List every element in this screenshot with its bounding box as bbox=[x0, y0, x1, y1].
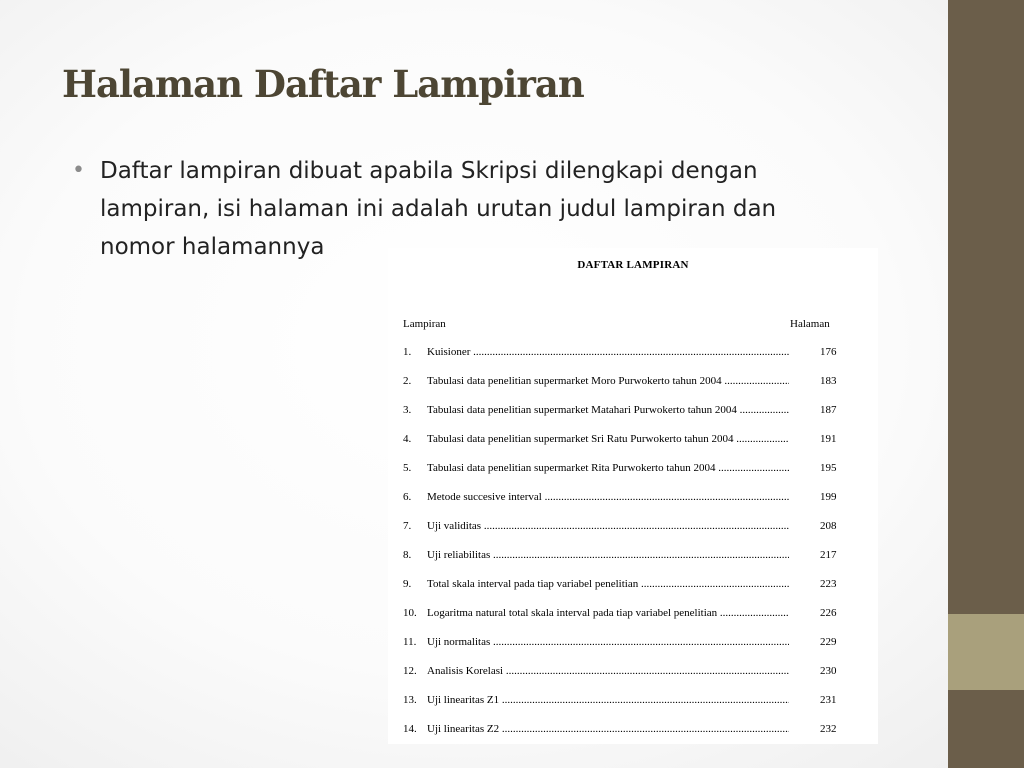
appendix-number: 4. bbox=[403, 433, 412, 445]
appendix-row bbox=[388, 520, 878, 534]
appendix-number: 5. bbox=[403, 462, 412, 474]
appendix-page: 232 bbox=[820, 723, 837, 735]
bullet-dot-icon: • bbox=[72, 158, 85, 183]
appendix-row bbox=[388, 462, 878, 476]
appendix-label: Tabulasi data penelitian supermarket Matahari Purwokerto tahun 2004 ..... bbox=[427, 404, 789, 416]
appendix-label: Tabulasi data penelitian supermarket Moro Purwokerto tahun 2004 ..... bbox=[427, 375, 789, 387]
appendix-document-image bbox=[388, 248, 878, 744]
appendix-number: 13. bbox=[403, 694, 417, 706]
appendix-label: Uji normalitas ..... bbox=[427, 636, 789, 648]
appendix-row bbox=[388, 607, 878, 621]
appendix-row bbox=[388, 665, 878, 679]
appendix-number: 2. bbox=[403, 375, 412, 387]
appendix-row bbox=[388, 404, 878, 418]
appendix-number: 11. bbox=[403, 636, 417, 648]
appendix-number: 9. bbox=[403, 578, 412, 590]
appendix-page: 226 bbox=[820, 607, 837, 619]
appendix-row bbox=[388, 346, 878, 360]
appendix-page: 229 bbox=[820, 636, 837, 648]
appendix-list bbox=[388, 248, 878, 744]
appendix-page: 217 bbox=[820, 549, 837, 561]
appendix-row bbox=[388, 636, 878, 650]
appendix-page: 208 bbox=[820, 520, 837, 532]
appendix-row bbox=[388, 491, 878, 505]
sidebar-accent-block bbox=[948, 614, 1024, 690]
appendix-label: Metode succesive interval ..... bbox=[427, 491, 789, 503]
appendix-page: 223 bbox=[820, 578, 837, 590]
appendix-row bbox=[388, 433, 878, 447]
appendix-page: 199 bbox=[820, 491, 837, 503]
appendix-number: 14. bbox=[403, 723, 417, 735]
appendix-label: Uji validitas ..... bbox=[427, 520, 789, 532]
appendix-label: Kuisioner ..... bbox=[427, 346, 789, 358]
appendix-label: Uji linearitas Z1 ..... bbox=[427, 694, 789, 706]
column-header-lampiran: Lampiran bbox=[403, 318, 446, 330]
bullet-text: Daftar lampiran dibuat apabila Skripsi dilengkapi dengan lampiran, isi halaman ini adalah urutan judul lampiran dan nomor halamannya bbox=[100, 158, 777, 260]
appendix-label: Logaritma natural total skala interval pada tiap variabel penelitian ..... bbox=[427, 607, 789, 619]
appendix-label: Uji linearitas Z2 ..... bbox=[427, 723, 789, 735]
appendix-number: 6. bbox=[403, 491, 412, 503]
slide-title: Halaman Daftar Lampiran bbox=[62, 62, 584, 106]
appendix-page: 231 bbox=[820, 694, 837, 706]
appendix-number: 8. bbox=[403, 549, 412, 561]
appendix-page: 176 bbox=[820, 346, 837, 358]
appendix-label: Total skala interval pada tiap variabel penelitian ..... bbox=[427, 578, 789, 590]
appendix-number: 3. bbox=[403, 404, 412, 416]
appendix-label: Uji reliabilitas ..... bbox=[427, 549, 789, 561]
appendix-page: 191 bbox=[820, 433, 837, 445]
appendix-label: Analisis Korelasi ..... bbox=[427, 665, 789, 677]
appendix-page: 195 bbox=[820, 462, 837, 474]
appendix-row bbox=[388, 694, 878, 708]
appendix-page: 187 bbox=[820, 404, 837, 416]
appendix-page: 230 bbox=[820, 665, 837, 677]
appendix-number: 12. bbox=[403, 665, 417, 677]
appendix-row bbox=[388, 375, 878, 389]
sidebar-bar bbox=[948, 0, 1024, 768]
appendix-row bbox=[388, 578, 878, 592]
appendix-number: 10. bbox=[403, 607, 417, 619]
appendix-row bbox=[388, 723, 878, 737]
document-title: DAFTAR LAMPIRAN bbox=[577, 259, 689, 271]
appendix-row bbox=[388, 549, 878, 563]
appendix-number: 7. bbox=[403, 520, 412, 532]
appendix-number: 1. bbox=[403, 346, 412, 358]
appendix-label: Tabulasi data penelitian supermarket Rita Purwokerto tahun 2004 ..... bbox=[427, 462, 789, 474]
appendix-label: Tabulasi data penelitian supermarket Sri Ratu Purwokerto tahun 2004 ..... bbox=[427, 433, 789, 445]
column-header-halaman: Halaman bbox=[790, 318, 830, 330]
appendix-page: 183 bbox=[820, 375, 837, 387]
